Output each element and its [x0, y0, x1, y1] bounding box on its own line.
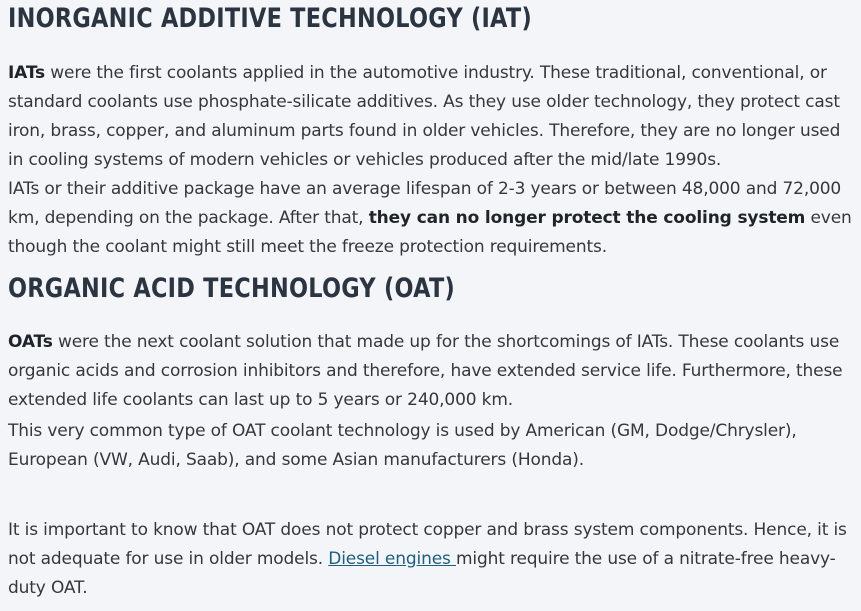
iat-heading: INORGANIC ADDITIVE TECHNOLOGY (IAT) [8, 3, 532, 34]
diesel-engines-link[interactable]: Diesel engines [328, 549, 456, 569]
iat-intro-text: were the first coolants applied in the automotive industry. These traditional, conventional, or standard coolants use phosphate-silicate additives. As they use older technology, they protect cast iron, brass, copper, and aluminum parts found in older vehicles. Therefore, they are no longer used in cooling systems of modern vehicles or vehicles produced after the mid/late 1990s. [8, 63, 841, 170]
oat-warning-paragraph [8, 516, 854, 603]
iat-lifespan-text-end: even though the coolant might still meet the freeze protection requirements. [8, 208, 852, 257]
oat-warning-text-end: might require the use of a nitrate-free heavy-duty OAT. [8, 549, 836, 598]
iat-term: IATs [8, 63, 46, 83]
iat-lifespan-text-start: IATs or their additive package have an average lifespan of 2-3 years or between 48,000 and 72,000 km, depending on the package. After that, [8, 179, 842, 228]
iat-lifespan-emphasis: they can no longer protect the cooling system [368, 208, 806, 228]
oat-heading: ORGANIC ACID TECHNOLOGY (OAT) [8, 273, 456, 304]
oat-intro-paragraph [8, 328, 854, 415]
iat-lifespan-paragraph [8, 175, 854, 262]
oat-manufacturers-paragraph: This very common type of OAT coolant technology is used by American (GM, Dodge/Chrysler), European (VW, Audi, Saab), and some Asian manufacturers (Honda). [8, 421, 797, 470]
oat-term: OATs [8, 332, 53, 352]
oat-intro-text: were the next coolant solution that made up for the shortcomings of IATs. These coolants use organic acids and corrosion inhibitors and therefore, have extended service life. Furthermore, these extended life coolants can last up to 5 years or 240,000 km. [8, 332, 843, 410]
iat-intro-paragraph [8, 59, 854, 175]
oat-warning-text-start: It is important to know that OAT does not protect copper and brass system components. Hence, it is not adequate for use in older models. [8, 520, 847, 569]
